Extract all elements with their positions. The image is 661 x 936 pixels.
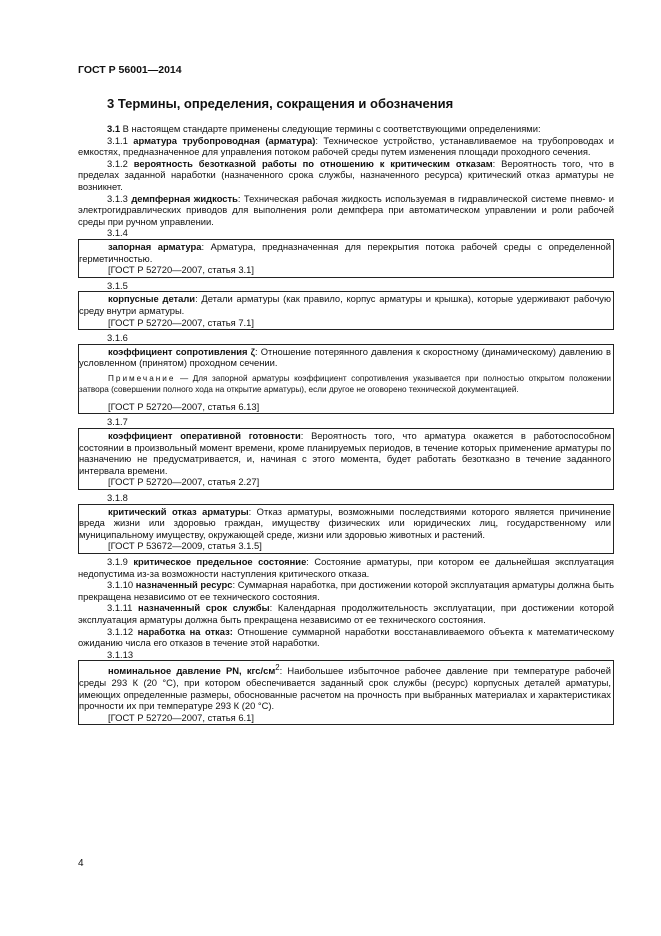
source-reference: [ГОСТ Р 53672—2009, статья 3.1.5]	[108, 540, 262, 552]
term-box-3-1-4: запорная арматура: Арматура, предназначенная для перекрытия потока рабочей среды с определенной герметичностью. [ГОСТ Р 52720—2007, статья 3.1]	[78, 239, 614, 278]
section-title: 3 Термины, определения, сокращения и обозначения	[107, 96, 454, 111]
note: Примечание — Для запорной арматуры коэффициент сопротивления указывается при полностью открытом положении затвора (совершении полного хода на открытие арматуры), если другое не оговорено технической документацией.	[79, 373, 611, 394]
para-3-1: 3.1 В настоящем стандарте применены следующие термины с соответствующими определениями:	[107, 123, 541, 134]
term-number: 3.1.5	[107, 279, 128, 291]
source-reference: [ГОСТ Р 52720—2007, статья 3.1]	[108, 264, 254, 276]
term-number: 3.1.8	[107, 492, 128, 504]
term-box-3-1-5: корпусные детали: Детали арматуры (как правило, корпус арматуры и крышка), которые удерживают рабочую среду внутри арматуры. [ГОСТ Р 52720—2007, статья 7.1]	[78, 291, 614, 330]
source-reference: [ГОСТ Р 52720—2007, статья 7.1]	[108, 316, 254, 328]
para-3-1-3: 3.1.3 демпферная жидкость: Техническая рабочая жидкость используемая в гидравлической системе пневмо- и электрогидравлических приводов для выполнения роли демпфера при автоматическом управлении и роли рабочей среды при ручном управлении.	[78, 192, 615, 227]
source-reference: [ГОСТ Р 52720—2007, статья 6.13]	[108, 400, 260, 412]
term-number: 3.1.6	[107, 332, 128, 344]
para-3-1-10: 3.1.10 назначенный ресурс: Суммарная наработка, при достижении которой эксплуатация арматуры должна быть прекращена независимо от ее технического состояния.	[78, 579, 614, 602]
para-3-1-2: 3.1.2 вероятность безотказной работы по отношению к критическим отказам: Вероятность того, что в пределах заданной наработки (назначенного срока службы, назначенного ресурса) критический отказ арматуры не возникнет.	[78, 157, 615, 192]
para-3-1-11: 3.1.11 назначенный срок службы: Календарная продолжительность эксплуатации, при достижении которой эксплуатация арматуры должна быть прекращена независимо от ее технического состояния.	[78, 602, 615, 625]
term-number: 3.1.13	[107, 648, 134, 660]
standard-header: ГОСТ Р 56001—2014	[78, 64, 182, 76]
term-box-3-1-13: номинальное давление PN, кгс/$см^2$: Наибольшее избыточное рабочее давление при температуре рабочей среды 293 К (20 °С), при котором обеспечивается заданный срок службы (ресурс) корпусных деталей арматуры, имеющих определенные размеры, обоснованные расчетом на прочность при выбранных материалах и характеристиках прочности их при температуре 293 К (20 °С). [ГОСТ Р 52720—2007, статья 6.1]	[78, 660, 614, 725]
term-box-3-1-6: коэффициент сопротивления ζ: Отношение потерянного давления к скоростному (динамическому) давлению в условленном (принятом) проходном сечении. Примечание — Для запорной арматуры коэффициент сопротивления указывается при полностью открытом положении затвора (совершении полного хода на открытие арматуры), если другое не оговорено технической документацией. [ГОСТ Р 52720—2007, статья 6.13]	[78, 344, 614, 415]
term-number: 3.1.7	[107, 416, 128, 428]
para-3-1-12: 3.1.12 наработка на отказ: Отношение суммарной наработки восстанавливаемого объекта к математическому ожиданию числа его отказов в течение этой наработки.	[78, 625, 615, 649]
terms-body	[78, 123, 614, 727]
term-box-3-1-7: коэффициент оперативной готовности: Вероятность того, что арматура окажется в работоспособном состоянии в произвольный момент времени, кроме планируемых периодов, в течение которых применение арматуры по назначению не предусматривается, и, начиная с этого момента, будет работать безотказно в течение заданного интервала времени. [ГОСТ Р 52720—2007, статья 2.27]	[78, 428, 614, 490]
page-number: 4	[78, 858, 84, 869]
para-3-1-9: 3.1.9 критическое предельное состояние: Состояние арматуры, при котором ее дальнейшая эксплуатация недопустима из-за возможности наступления критического отказа.	[78, 556, 615, 579]
term-box-3-1-8: критический отказ арматуры: Отказ арматуры, возможными последствиями которого является причинение вреда жизни или здоровью граждан, имуществу физических или юридических лиц, государственному или муниципальному имуществу, окружающей среде, жизни или здоровью животных и растений. [ГОСТ Р 53672—2009, статья 3.1.5]	[78, 504, 614, 554]
term-number: 3.1.4	[107, 227, 128, 239]
source-reference: [ГОСТ Р 52720—2007, статья 2.27]	[108, 476, 260, 488]
para-3-1-1: 3.1.1 арматура трубопроводная (арматура): Техническое устройство, устанавливаемое на трубопроводах и емкостях, предназначенное для управления потоком рабочей среды путем изменения площади проходного сечения.	[78, 134, 614, 158]
source-reference: [ГОСТ Р 52720—2007, статья 6.1]	[108, 711, 254, 723]
